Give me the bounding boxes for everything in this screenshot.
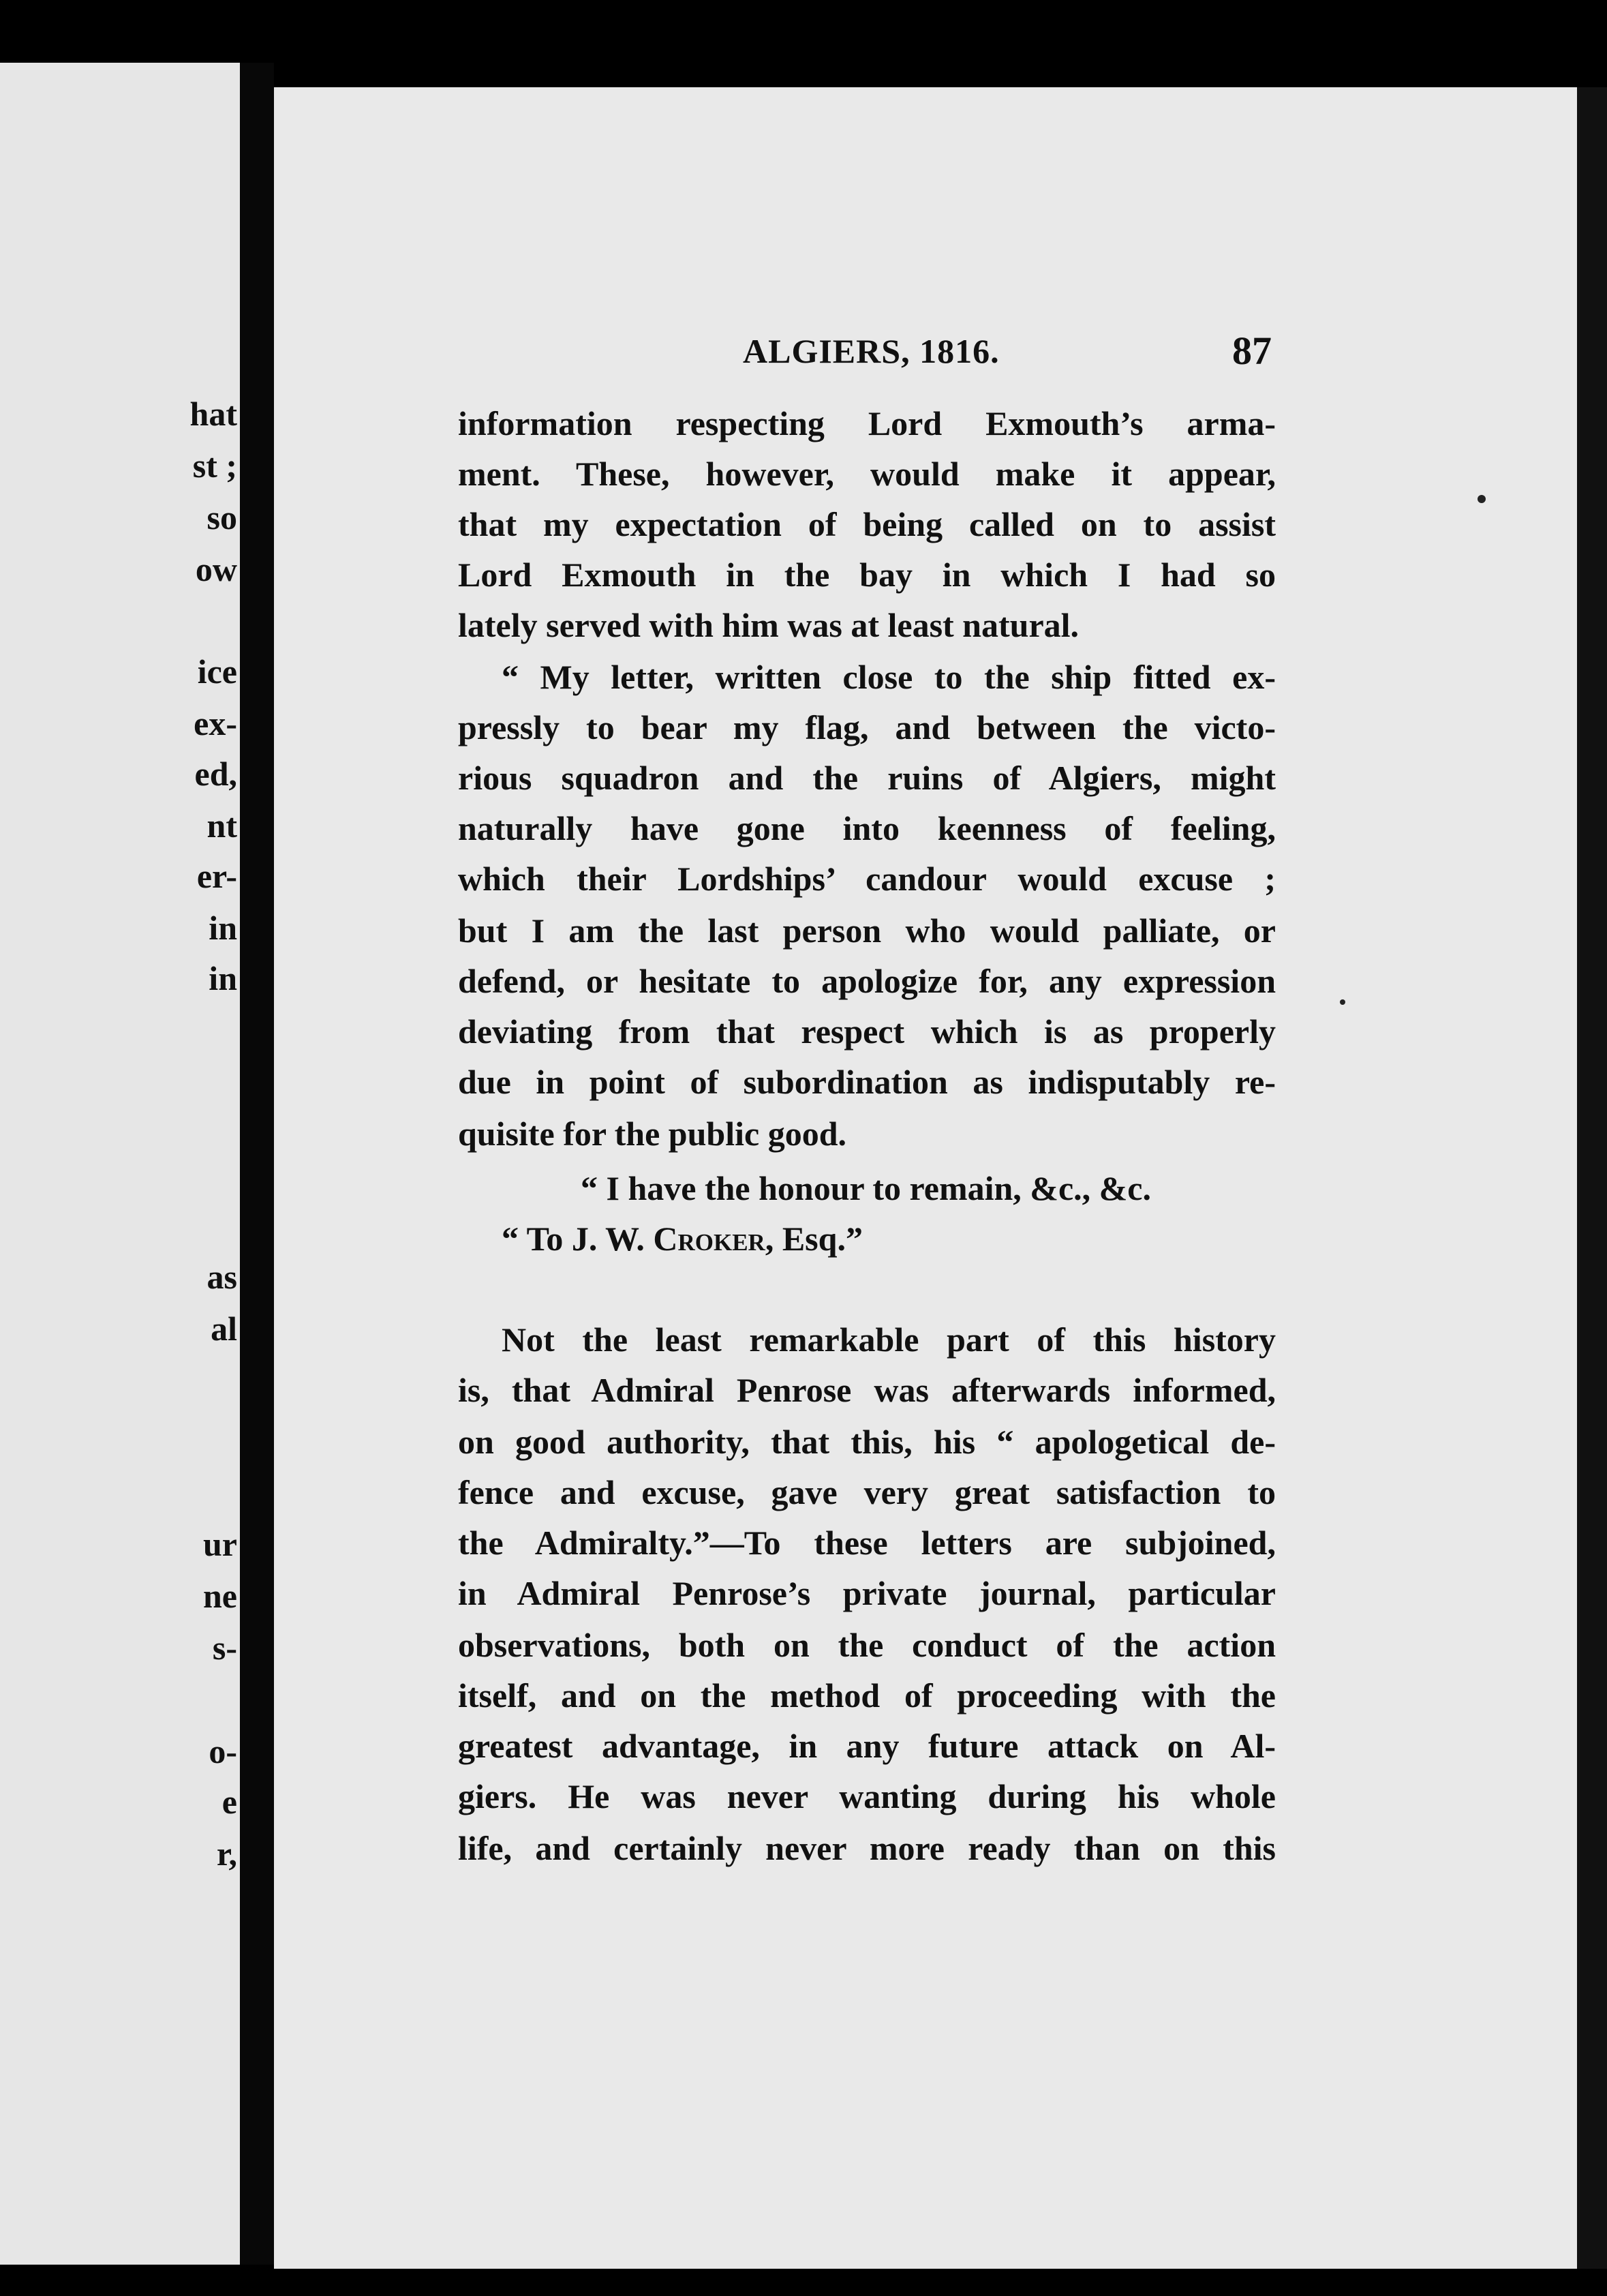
left-page-line: ne — [203, 1577, 237, 1615]
text-line: the Admiralty.”—To these letters are subjoined, — [458, 1524, 1276, 1562]
text-line: giers. He was never wanting during his whole — [458, 1777, 1276, 1815]
text-line: due in point of subordination as indisputably re- — [458, 1063, 1276, 1101]
ink-speck — [1340, 999, 1345, 1005]
binding-gutter — [240, 63, 274, 2265]
text-line: lately served with him was at least natural. — [458, 606, 1080, 644]
text-line: Lord Exmouth in the bay in which I had so — [458, 556, 1276, 594]
left-page-line: al — [211, 1310, 237, 1348]
text-line: Not the least remarkable part of this history — [502, 1320, 1276, 1359]
left-page-line: in — [209, 959, 237, 997]
closing-line: “ I have the honour to remain, &c., &c. — [581, 1169, 1151, 1207]
text-line: itself, and on the method of proceeding with the — [458, 1676, 1276, 1715]
text-line: defend, or hesitate to apologize for, any expression — [458, 962, 1276, 1000]
text-line: pressly to bear my flag, and between the victo- — [458, 708, 1276, 746]
text-line: life, and certainly never more ready than on this — [458, 1829, 1276, 1867]
left-page-line: in — [209, 909, 237, 947]
text-line: greatest advantage, in any future attack on Al- — [458, 1727, 1276, 1765]
left-page-line: nt — [206, 806, 237, 845]
text-line: quisite for the public good. — [458, 1115, 846, 1153]
left-page-line: e — [221, 1783, 237, 1821]
text-line: naturally have gone into keenness of feeling, — [458, 809, 1276, 847]
text-line: fence and excuse, gave very great satisfaction to — [458, 1473, 1276, 1511]
text-line: that my expectation of being called on to assist — [458, 505, 1276, 543]
ink-speck — [1478, 495, 1486, 503]
left-page-line: er- — [196, 857, 237, 895]
left-page-line: r, — [216, 1834, 237, 1873]
text-line: ment. These, however, would make it appear, — [458, 455, 1276, 493]
addressee-name: Croker — [653, 1220, 765, 1258]
text-line: deviating from that respect which is as properly — [458, 1012, 1276, 1051]
addressee-line — [502, 1222, 1276, 1256]
left-page-line: hat — [189, 395, 237, 433]
left-page-line: o- — [209, 1732, 237, 1770]
text-line: observations, both on the conduct of the action — [458, 1626, 1276, 1664]
left-page-line: ur — [203, 1525, 237, 1563]
text-line: information respecting Lord Exmouth’s arma- — [458, 404, 1276, 442]
left-page-line: so — [206, 498, 237, 537]
left-facing-page — [0, 63, 240, 2265]
text-line: on good authority, that this, his “ apologetical de- — [458, 1423, 1276, 1461]
left-page-line: as — [206, 1258, 237, 1296]
left-page-line: ow — [195, 550, 237, 588]
text-line: “ My letter, written close to the ship fitted ex- — [502, 658, 1276, 696]
text-line: is, that Admiral Penrose was afterwards informed, — [458, 1371, 1276, 1409]
page-number: 87 — [1232, 329, 1272, 373]
addressee-prefix: “ To J. W. — [502, 1220, 654, 1258]
left-page-line: ex- — [194, 704, 237, 742]
text-line: rious squadron and the ruins of Algiers, might — [458, 759, 1276, 797]
text-line: but I am the last person who would palliate, or — [458, 911, 1276, 950]
left-page-line: s- — [212, 1629, 237, 1667]
text-line: which their Lordships’ candour would excuse ; — [458, 860, 1276, 898]
left-page-line: ed, — [194, 755, 237, 793]
text-line: in Admiral Penrose’s private journal, particular — [458, 1574, 1276, 1612]
left-page-line: ice — [197, 652, 237, 691]
running-head: ALGIERS, 1816. — [743, 332, 1000, 370]
left-page-line: st ; — [192, 447, 237, 485]
addressee-suffix: , Esq.” — [765, 1220, 863, 1258]
page-edge — [1577, 87, 1607, 2269]
